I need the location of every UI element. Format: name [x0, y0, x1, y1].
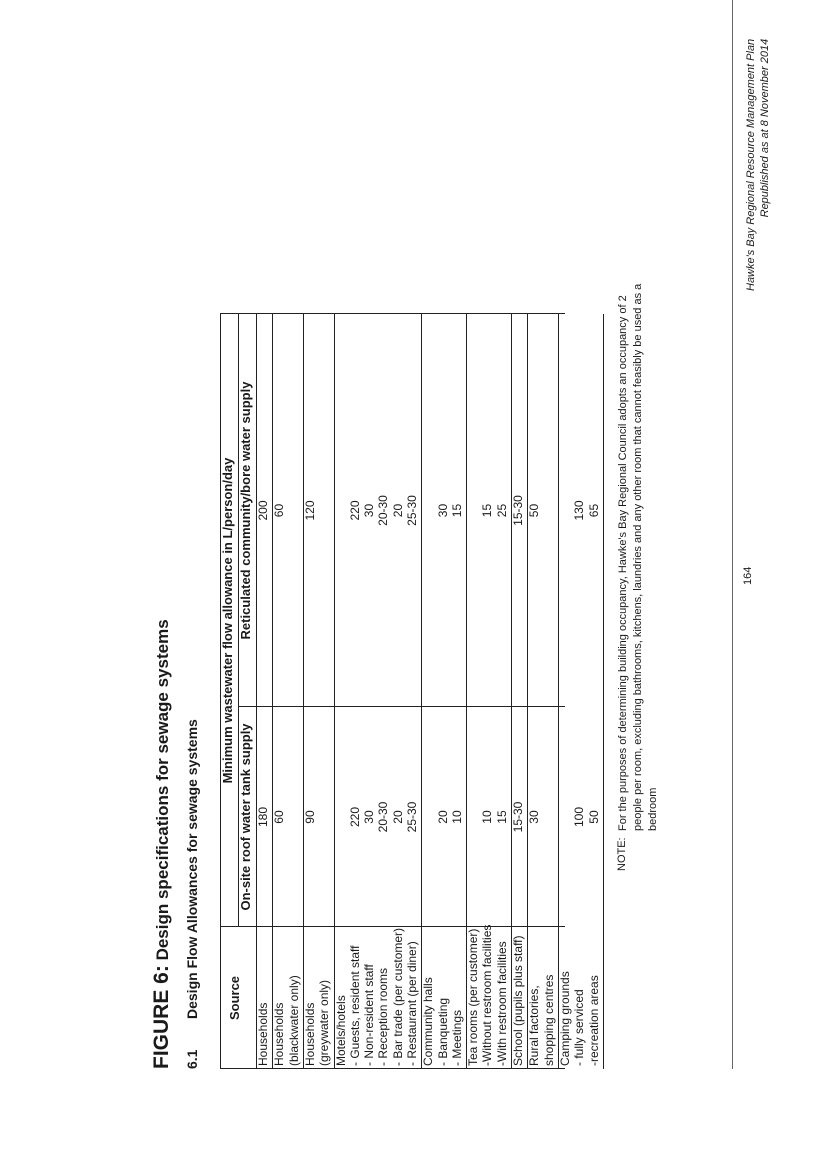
- value-line: [466, 710, 480, 924]
- value-line: 15-30: [511, 495, 526, 526]
- source-line: - Banqueting: [435, 997, 450, 1066]
- value-line: 220: [347, 500, 362, 521]
- footer-line-1: Hawke's Bay Regional Resource Management Plan: [745, 38, 757, 291]
- reticulated-value-cell: [527, 317, 541, 704]
- table-row: [466, 314, 511, 1069]
- footer: [744, 39, 772, 291]
- table-row: [272, 314, 303, 1069]
- header-onsite-roof-tank: On-site roof water tank supply: [238, 723, 253, 911]
- header-flow-allowance: Minimum wastewater flow allowance in L/person/day: [220, 457, 235, 784]
- source-line: (greywater only): [317, 979, 332, 1066]
- value-line: 130: [572, 500, 587, 521]
- value-line: [421, 710, 435, 924]
- source-line: -Without restroom facilities: [480, 924, 495, 1066]
- section-title: Design Flow Allowances for sewage systems: [184, 719, 200, 1019]
- source-line: -With restroom facilities: [494, 941, 509, 1066]
- onsite-value-cell: [256, 710, 270, 924]
- source-line: - Bar trade (per customer): [390, 927, 405, 1066]
- footer-rule: [732, 0, 733, 1069]
- source-line: Households: [256, 1002, 270, 1066]
- page-number: 164: [742, 566, 754, 585]
- table-row: [527, 314, 558, 1069]
- value-line: 90: [302, 810, 317, 824]
- value-line: 15: [494, 810, 509, 824]
- onsite-value-cell: [272, 710, 286, 924]
- value-line: 180: [256, 806, 270, 828]
- header-reticulated-supply: Reticulated community/bore water supply: [238, 381, 253, 640]
- source-line: (blackwater only): [286, 975, 301, 1066]
- value-line: [466, 317, 480, 704]
- figure-heading: [150, 619, 174, 1069]
- value-line: 220: [347, 806, 362, 828]
- value-line: 15: [449, 503, 464, 518]
- onsite-value-cell: [421, 710, 464, 924]
- source-line: Households: [302, 1002, 317, 1066]
- value-line: 60: [272, 810, 287, 824]
- value-line: 10: [480, 810, 495, 824]
- onsite-value-cell: [527, 710, 541, 924]
- value-line: 25: [494, 503, 509, 518]
- source-line: Community halls: [421, 977, 436, 1066]
- source-line: Tea rooms (per customer): [466, 928, 481, 1066]
- table-row: [303, 314, 334, 1069]
- table-row: [558, 314, 603, 1069]
- value-line: [558, 710, 572, 924]
- source-line: Rural factories,: [527, 985, 542, 1066]
- value-line: 10: [449, 810, 464, 824]
- onsite-value-cell: [466, 710, 509, 924]
- source-cell: [272, 930, 301, 1066]
- source-line: - fully serviced: [572, 989, 587, 1066]
- value-line: 120: [302, 500, 317, 521]
- reticulated-value-cell: [256, 317, 270, 704]
- onsite-value-cell: [511, 710, 525, 924]
- source-cell: [333, 927, 420, 1066]
- header-source: Source: [227, 975, 242, 1021]
- value-line: 60: [272, 503, 287, 518]
- reticulated-value-cell: [466, 317, 509, 704]
- source-line: Motels/hotels: [333, 995, 348, 1066]
- value-line: [334, 710, 348, 924]
- value-line: 15-30: [511, 801, 526, 833]
- figure-title: Design specifications for sewage systems: [153, 619, 172, 961]
- source-line: - Guests, resident staff: [347, 945, 362, 1066]
- value-line: 20-30: [376, 495, 391, 526]
- table-row-rule: [603, 314, 604, 1069]
- section-number: 6.1: [184, 1049, 200, 1069]
- value-line: 30: [362, 503, 377, 518]
- value-line: 30: [435, 503, 450, 518]
- flow-allowance-table: [220, 314, 601, 1069]
- value-line: 30: [527, 810, 542, 824]
- reticulated-value-cell: [303, 317, 317, 704]
- reticulated-value-cell: [421, 317, 464, 704]
- reticulated-value-cell: [511, 317, 525, 704]
- source-line: -recreation areas: [586, 975, 601, 1066]
- note-text: For the purposes of determining building occupancy, Hawke's Bay Regional Council adopts an occupancy of 2 people per room, excluding bathrooms, kitchens, laundries and any other room that cannot feasibly be used as a bedroom: [617, 283, 659, 831]
- source-cell: [421, 930, 464, 1066]
- value-line: 100: [572, 806, 587, 828]
- source-line: shopping centres: [541, 974, 556, 1066]
- source-line: - Non-resident staff: [362, 964, 377, 1066]
- value-line: 65: [586, 503, 601, 518]
- value-line: 20-30: [376, 801, 391, 833]
- source-cell: [511, 930, 525, 1066]
- source-line: - Restaurant (per diner): [404, 941, 419, 1066]
- value-line: 15: [480, 503, 495, 518]
- reticulated-value-cell: [558, 317, 601, 704]
- table-row: [256, 314, 272, 1069]
- table-row: [421, 314, 466, 1069]
- value-line: [558, 317, 572, 704]
- reticulated-value-cell: [334, 317, 420, 704]
- source-line: Camping grounds: [558, 971, 572, 1066]
- source-cell: [558, 930, 601, 1066]
- source-line: - Meetings: [449, 1009, 464, 1066]
- onsite-value-cell: [303, 710, 317, 924]
- source-line: - Reception rooms: [376, 967, 391, 1066]
- value-line: 50: [586, 810, 601, 824]
- table-row: [334, 314, 422, 1069]
- table-row: [511, 314, 527, 1069]
- figure-label: FIGURE 6:: [150, 965, 173, 1069]
- source-cell: [303, 930, 332, 1066]
- reticulated-value-cell: [272, 317, 286, 704]
- source-line: School (pupils plus staff): [511, 935, 526, 1066]
- footer-line-2: Republished as at 8 November 2014: [759, 38, 771, 218]
- value-line: [421, 317, 435, 704]
- value-line: 25-30: [404, 495, 419, 526]
- source-cell: [256, 930, 270, 1066]
- value-line: 50: [527, 503, 542, 518]
- value-line: 20: [390, 503, 405, 518]
- value-line: 200: [256, 500, 270, 521]
- value-line: 25-30: [404, 801, 419, 833]
- note-label: NOTE:: [616, 837, 628, 871]
- onsite-value-cell: [334, 710, 420, 924]
- value-line: [334, 317, 348, 704]
- onsite-value-cell: [558, 710, 601, 924]
- value-line: 30: [362, 810, 377, 824]
- source-line: Households: [272, 1002, 287, 1066]
- value-line: 20: [435, 810, 450, 824]
- source-cell: [527, 930, 556, 1066]
- source-cell: [466, 924, 509, 1066]
- value-line: 20: [390, 810, 405, 824]
